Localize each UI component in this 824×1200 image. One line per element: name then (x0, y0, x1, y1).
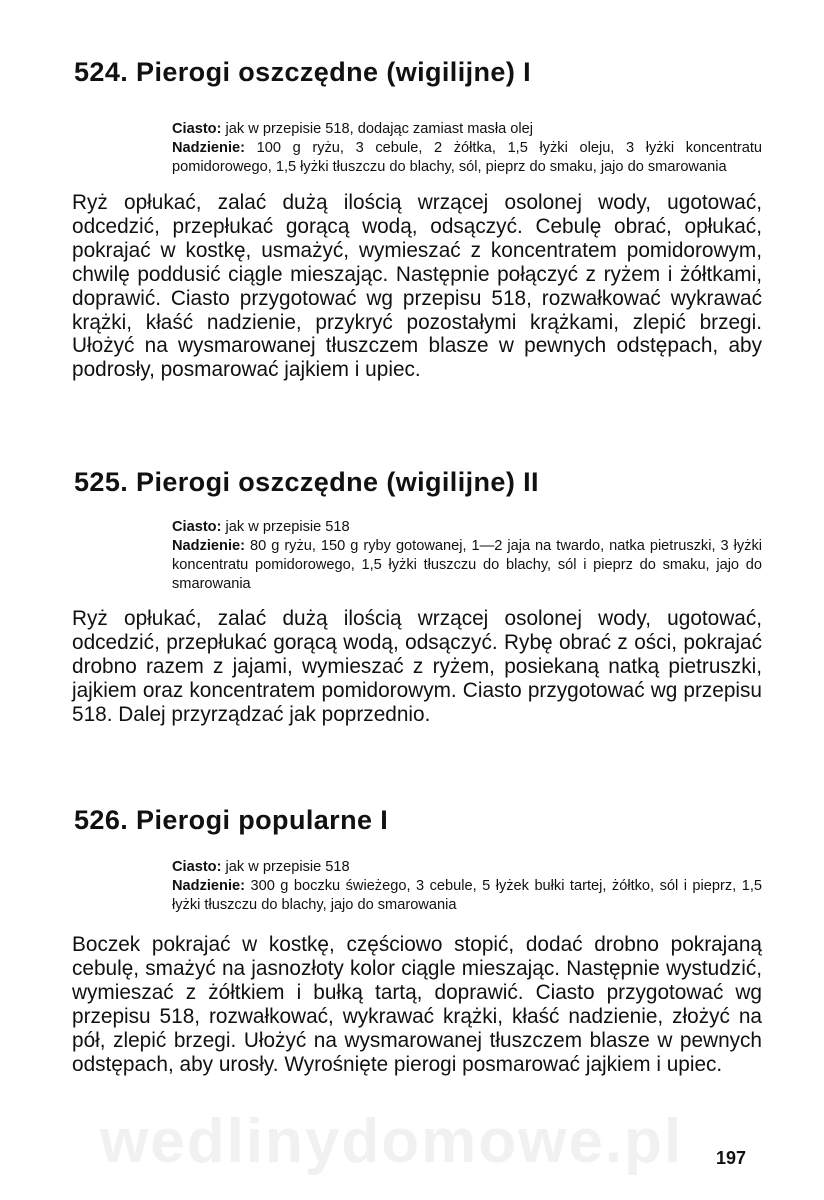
instructions: Ryż opłukać, zalać dużą ilością wrzącej osolonej wody, ugotować, odcedzić, przepłukać gorącą wodą, odsączyć. Cebulę obrać, opłukać, pokrajać w kostkę, usmażyć, wymieszać z koncentratem pomidorowym, chwilę poddusić ciągle mieszając. Następnie połączyć z ryżem i żółtkami, doprawić. Ciasto przygotować wg przepisu 518, rozwałkować wykrawać krążki, kłaść nadzienie, przykryć pozostałymi krążkami, zlepić brzegi. Ułożyć na wysmarowanej tłuszczem blasze w pewnych odstępach, aby podrosły, posmarować jajkiem i upiec. (72, 191, 762, 382)
filling-line (172, 537, 762, 594)
dough-line (172, 518, 762, 537)
filling-label: Nadzienie: (172, 140, 245, 156)
filling-label: Nadzienie: (172, 538, 245, 554)
ingredients-block (172, 120, 762, 177)
dough-line (172, 120, 762, 139)
instructions: Boczek pokrajać w kostkę, częściowo stopić, dodać drobno pokrajaną cebulę, smażyć na jasnozłoty kolor ciągle mieszając. Następnie wystudzić, wymieszać z żółtkiem i bułką tartą, doprawić. Ciasto przygotować wg przepisu 518, rozwałkować, wykrawać krążki, kłaść nadzienie, złożyć na pół, zlepić brzegi. Ułożyć na wysmarowanej tłuszczem blasze w pewnych odstępach, aby urosły. Wyrośnięte pierogi posmarować jajkiem i upiec. (72, 933, 762, 1076)
ingredients-block (172, 518, 762, 594)
dough-label: Ciasto: (172, 121, 222, 137)
ingredients-block (172, 858, 762, 915)
filling-text: 100 g ryżu, 3 cebule, 2 żółtka, 1,5 łyżki oleju, 3 łyżki koncentratu pomidorowego, 1,5 łyżki tłuszczu do blachy, sól, pieprz do smaku, jajo do smarowania (172, 140, 762, 175)
dough-text: jak w przepisie 518 (225, 519, 350, 535)
filling-line (172, 139, 762, 177)
recipe-526 (72, 800, 762, 1076)
recipe-title: 524. Pierogi oszczędne (wigilijne) I (74, 57, 532, 87)
recipe-title: 525. Pierogi oszczędne (wigilijne) II (74, 467, 539, 497)
dough-label: Ciasto: (172, 859, 222, 875)
dough-line (172, 858, 762, 877)
recipe-524 (72, 52, 762, 382)
filling-line (172, 877, 762, 915)
instructions: Ryż opłukać, zalać dużą ilością wrzącej osolonej wody, ugotować, odcedzić, przepłukać gorącą wodą, odsączyć. Rybę obrać z ości, pokrajać drobno razem z jajami, wymieszać z ryżem, posiekaną natką pietruszki, jajkiem oraz koncentratem pomidorowym. Ciasto przygotować wg przepisu 518. Dalej przyrządzać jak poprzednio. (72, 607, 762, 726)
filling-label: Nadzienie: (172, 878, 245, 894)
page-number: 197 (716, 1148, 747, 1168)
dough-text: jak w przepisie 518, dodając zamiast masła olej (225, 121, 533, 137)
dough-text: jak w przepisie 518 (225, 859, 350, 875)
filling-text: 80 g ryżu, 150 g ryby gotowanej, 1—2 jaja na twardo, natka pietruszki, 3 łyżki koncentratu pomidorowego, 1,5 łyżki tłuszczu do blachy, sól i pieprz do smaku, jajo do smarowania (172, 538, 762, 592)
recipe-title: 526. Pierogi popularne I (74, 805, 389, 835)
filling-text: 300 g boczku świeżego, 3 cebule, 5 łyżek bułki tartej, żółtko, sól i pieprz, 1,5 łyżki tłuszczu do blachy, jajo do smarowania (172, 878, 762, 913)
recipe-525 (72, 462, 762, 727)
watermark: wedlinydomowe.pl (100, 1107, 684, 1176)
dough-label: Ciasto: (172, 519, 222, 535)
